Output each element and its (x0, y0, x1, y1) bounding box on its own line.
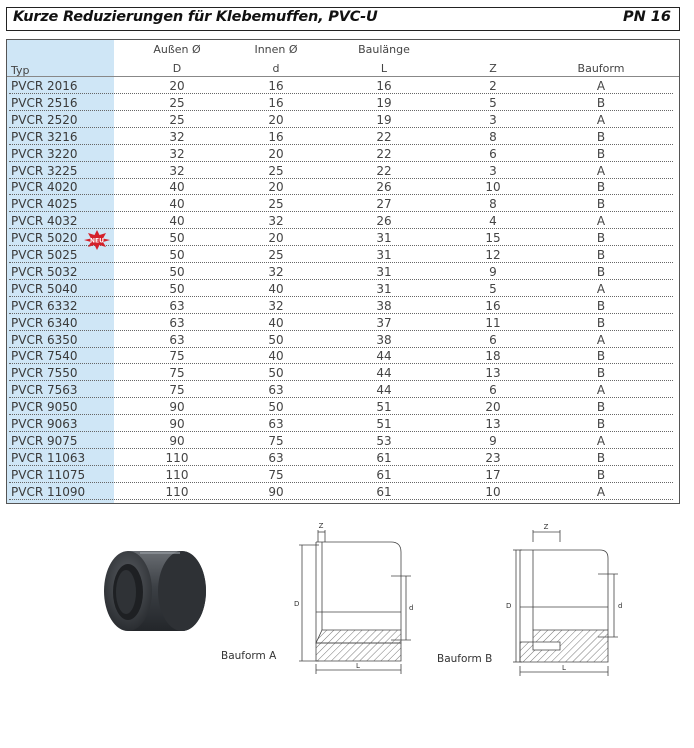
cell-D: 32 (169, 163, 185, 178)
a-z-label: Z (318, 522, 324, 530)
cell-B: B (596, 180, 606, 195)
table-row (7, 416, 679, 433)
cell-L: 19 (376, 95, 392, 110)
cell-Z: 18 (485, 349, 501, 364)
cell-D: 63 (169, 315, 185, 330)
a-L-label: L (356, 662, 360, 670)
cell-d: 40 (268, 349, 284, 364)
cell-typ: PVCR 11063 (11, 450, 86, 465)
cell-typ: PVCR 4032 (11, 214, 78, 229)
cell-D: 63 (169, 332, 185, 347)
cell-L: 16 (376, 79, 392, 93)
cell-B: B (596, 197, 606, 212)
cell-L: 26 (376, 214, 392, 229)
cell-L: 31 (376, 264, 392, 279)
header-bauform: Bauform (577, 62, 625, 75)
table-row (7, 129, 679, 146)
cell-L: 26 (376, 180, 392, 195)
cell-Z: 15 (485, 231, 501, 246)
cell-Z: 9 (489, 264, 497, 279)
cell-B: B (596, 231, 606, 246)
cell-B: B (596, 298, 606, 313)
cell-typ: PVCR 5020 (11, 231, 78, 246)
cell-D: 25 (169, 95, 185, 110)
cell-L: 22 (376, 146, 392, 161)
row-dotted-divider (9, 161, 673, 162)
cell-B: A (596, 112, 606, 127)
cell-Z: 2 (489, 79, 497, 93)
cell-B: A (596, 281, 606, 296)
b-d-label: d (618, 602, 623, 610)
row-dotted-divider (9, 144, 673, 145)
cell-L: 22 (376, 129, 392, 144)
cell-B: B (596, 366, 606, 381)
row-dotted-divider (9, 279, 673, 280)
cell-B: A (596, 383, 606, 398)
cell-D: 110 (165, 484, 189, 499)
row-dotted-divider (9, 465, 673, 466)
row-dotted-divider (9, 93, 673, 94)
cell-D: 40 (169, 214, 185, 229)
cell-typ: PVCR 9075 (11, 433, 78, 448)
cell-Z: 17 (485, 467, 501, 482)
table-row (7, 112, 679, 129)
cell-typ: PVCR 2016 (11, 79, 78, 93)
table-row (7, 196, 679, 213)
table-row (7, 433, 679, 450)
row-dotted-divider (9, 296, 673, 297)
cell-B: A (596, 433, 606, 448)
cell-typ: PVCR 3216 (11, 129, 78, 144)
cell-B: A (596, 79, 606, 93)
cell-B: B (596, 129, 606, 144)
cell-d: 32 (268, 298, 284, 313)
cell-Z: 9 (489, 433, 497, 448)
cell-Z: 13 (485, 366, 501, 381)
cell-typ: PVCR 3225 (11, 163, 78, 178)
cell-d: 20 (268, 112, 284, 127)
cell-B: A (596, 214, 606, 229)
cell-B: B (596, 146, 606, 161)
bauform-b-label: Bauform B (437, 653, 493, 665)
row-dotted-divider (9, 194, 673, 195)
cell-D: 90 (169, 433, 185, 448)
cell-L: 31 (376, 231, 392, 246)
cell-Z: 6 (489, 383, 497, 398)
row-dotted-divider (9, 499, 673, 500)
cell-d: 63 (268, 383, 284, 398)
header-typ: Typ (11, 64, 30, 77)
cell-d: 32 (268, 214, 284, 229)
b-z-label: Z (543, 523, 549, 531)
header-aussen: Außen Ø (153, 43, 201, 56)
cell-B: B (596, 315, 606, 330)
cell-typ: PVCR 11075 (11, 467, 86, 482)
cell-typ: PVCR 6332 (11, 298, 78, 313)
cell-Z: 5 (489, 95, 497, 110)
cell-Z: 3 (489, 112, 497, 127)
cell-Z: 3 (489, 163, 497, 178)
cell-Z: 23 (485, 450, 501, 465)
cell-B: A (596, 332, 606, 347)
table-row (7, 281, 679, 298)
cell-B: B (596, 417, 606, 431)
cell-L: 38 (376, 332, 392, 347)
row-dotted-divider (9, 262, 673, 263)
cell-L: 44 (376, 366, 392, 381)
page-title: Kurze Reduzierungen für Klebemuffen, PVC-U (13, 9, 378, 25)
row-dotted-divider (9, 431, 673, 432)
row-dotted-divider (9, 211, 673, 212)
cell-B: B (596, 248, 606, 262)
table-row (7, 450, 679, 467)
cell-typ: PVCR 6350 (11, 332, 78, 347)
table-row (7, 382, 679, 399)
cell-L: 22 (376, 163, 392, 178)
cell-D: 50 (169, 264, 185, 279)
cell-d: 25 (268, 248, 284, 262)
cell-L: 19 (376, 112, 392, 127)
cell-D: 90 (169, 400, 185, 415)
cell-d: 25 (268, 197, 284, 212)
cell-typ: PVCR 2520 (11, 112, 78, 127)
cell-L: 38 (376, 298, 392, 313)
cell-L: 61 (376, 484, 392, 499)
row-dotted-divider (9, 448, 673, 449)
row-dotted-divider (9, 482, 673, 483)
cell-L: 27 (376, 197, 392, 212)
cell-Z: 8 (489, 197, 497, 212)
cell-d: 50 (268, 366, 284, 381)
cell-d: 75 (268, 467, 284, 482)
cell-Z: 11 (485, 315, 501, 330)
table-row (7, 365, 679, 382)
cell-L: 37 (376, 315, 392, 330)
table-row (7, 467, 679, 484)
cell-L: 31 (376, 248, 392, 262)
row-dotted-divider (9, 330, 673, 331)
bauform-a-label: Bauform A (221, 650, 277, 662)
cell-typ: PVCR 7550 (11, 366, 78, 381)
cell-typ: PVCR 6340 (11, 315, 78, 330)
cell-B: B (596, 264, 606, 279)
header-baulaenge: Baulänge (358, 43, 410, 56)
header-d: d (272, 62, 280, 75)
cell-Z: 4 (489, 214, 497, 229)
cell-L: 51 (376, 417, 392, 431)
cell-B: A (596, 163, 606, 178)
cell-D: 32 (169, 129, 185, 144)
cell-d: 40 (268, 315, 284, 330)
cell-d: 32 (268, 264, 284, 279)
cell-B: B (596, 95, 606, 110)
cell-D: 50 (169, 248, 185, 262)
cell-D: 75 (169, 383, 185, 398)
cell-D: 63 (169, 298, 185, 313)
table-row (7, 264, 679, 281)
cell-L: 61 (376, 450, 392, 465)
cell-d: 75 (268, 433, 284, 448)
cell-d: 20 (268, 146, 284, 161)
cell-L: 53 (376, 433, 392, 448)
cell-D: 50 (169, 281, 185, 296)
cell-d: 16 (268, 95, 284, 110)
table-row (7, 213, 679, 230)
cell-L: 44 (376, 349, 392, 364)
header-innen: Innen Ø (254, 43, 298, 56)
row-dotted-divider (9, 110, 673, 111)
cell-D: 90 (169, 417, 185, 431)
cell-typ: PVCR 4020 (11, 180, 78, 195)
cell-B: A (596, 484, 606, 499)
cell-Z: 6 (489, 146, 497, 161)
cell-Z: 8 (489, 129, 497, 144)
cell-d: 90 (268, 484, 284, 499)
cell-L: 31 (376, 281, 392, 296)
cell-Z: 13 (485, 417, 501, 431)
cell-d: 50 (268, 400, 284, 415)
new-badge-label: NEU (90, 237, 104, 245)
cell-D: 110 (165, 467, 189, 482)
cell-D: 50 (169, 231, 185, 246)
bauform-a-drawing (283, 518, 423, 678)
cell-d: 16 (268, 79, 284, 93)
table-row (7, 179, 679, 196)
cell-typ: PVCR 5032 (11, 264, 78, 279)
header-divider (7, 76, 679, 77)
cell-typ: PVCR 2516 (11, 95, 78, 110)
cell-B: B (596, 467, 606, 482)
row-dotted-divider (9, 127, 673, 128)
cell-Z: 16 (485, 298, 501, 313)
table-row (7, 298, 679, 315)
cell-Z: 20 (485, 400, 501, 415)
row-dotted-divider (9, 414, 673, 415)
table-row (7, 315, 679, 332)
cell-typ: PVCR 4025 (11, 197, 78, 212)
cell-Z: 5 (489, 281, 497, 296)
cell-B: B (596, 400, 606, 415)
cell-typ: PVCR 9063 (11, 417, 78, 431)
table-row (7, 399, 679, 416)
cell-D: 40 (169, 197, 185, 212)
header-D: D (172, 62, 182, 75)
product-photo (100, 543, 210, 639)
cell-L: 51 (376, 400, 392, 415)
cell-L: 44 (376, 383, 392, 398)
cell-d: 40 (268, 281, 284, 296)
product-table (6, 39, 680, 504)
cell-typ: PVCR 7563 (11, 383, 78, 398)
table-row (7, 146, 679, 163)
a-d-label: d (409, 604, 414, 612)
row-dotted-divider (9, 363, 673, 364)
row-dotted-divider (9, 313, 673, 314)
cell-typ: PVCR 5040 (11, 281, 78, 296)
cell-L: 61 (376, 467, 392, 482)
cell-typ: PVCR 9050 (11, 400, 78, 415)
b-L-label: L (562, 664, 566, 672)
cell-d: 16 (268, 129, 284, 144)
cell-D: 25 (169, 112, 185, 127)
table-row (7, 95, 679, 112)
row-dotted-divider (9, 397, 673, 398)
cell-d: 63 (268, 417, 284, 431)
table-row (7, 332, 679, 349)
pressure-rating: PN 16 (623, 9, 671, 25)
cell-d: 50 (268, 332, 284, 347)
cell-typ: PVCR 11090 (11, 484, 86, 499)
table-row (7, 163, 679, 180)
cell-D: 110 (165, 450, 189, 465)
b-D-label: D (506, 602, 512, 610)
table-row (7, 78, 679, 95)
cell-D: 75 (169, 349, 185, 364)
cell-D: 75 (169, 366, 185, 381)
table-row (7, 348, 679, 365)
cell-Z: 6 (489, 332, 497, 347)
cell-typ: PVCR 3220 (11, 146, 78, 161)
header-Z: Z (489, 62, 497, 75)
cell-Z: 12 (485, 248, 501, 262)
cell-D: 40 (169, 180, 185, 195)
cell-B: B (596, 450, 606, 465)
cell-D: 32 (169, 146, 185, 161)
cell-d: 20 (268, 231, 284, 246)
row-dotted-divider (9, 380, 673, 381)
row-dotted-divider (9, 347, 673, 348)
cell-d: 63 (268, 450, 284, 465)
cell-Z: 10 (485, 484, 501, 499)
header-L: L (380, 62, 388, 75)
table-row (7, 484, 679, 501)
new-badge-icon (84, 230, 110, 250)
a-D-label: D (294, 600, 300, 608)
cell-typ: PVCR 7540 (11, 349, 78, 364)
cell-typ: PVCR 5025 (11, 248, 78, 262)
cell-d: 25 (268, 163, 284, 178)
title-bar (6, 7, 680, 31)
cell-B: B (596, 349, 606, 364)
cell-D: 20 (169, 79, 185, 93)
bauform-b-drawing (500, 522, 640, 682)
cell-d: 20 (268, 180, 284, 195)
cell-Z: 10 (485, 180, 501, 195)
row-dotted-divider (9, 178, 673, 179)
